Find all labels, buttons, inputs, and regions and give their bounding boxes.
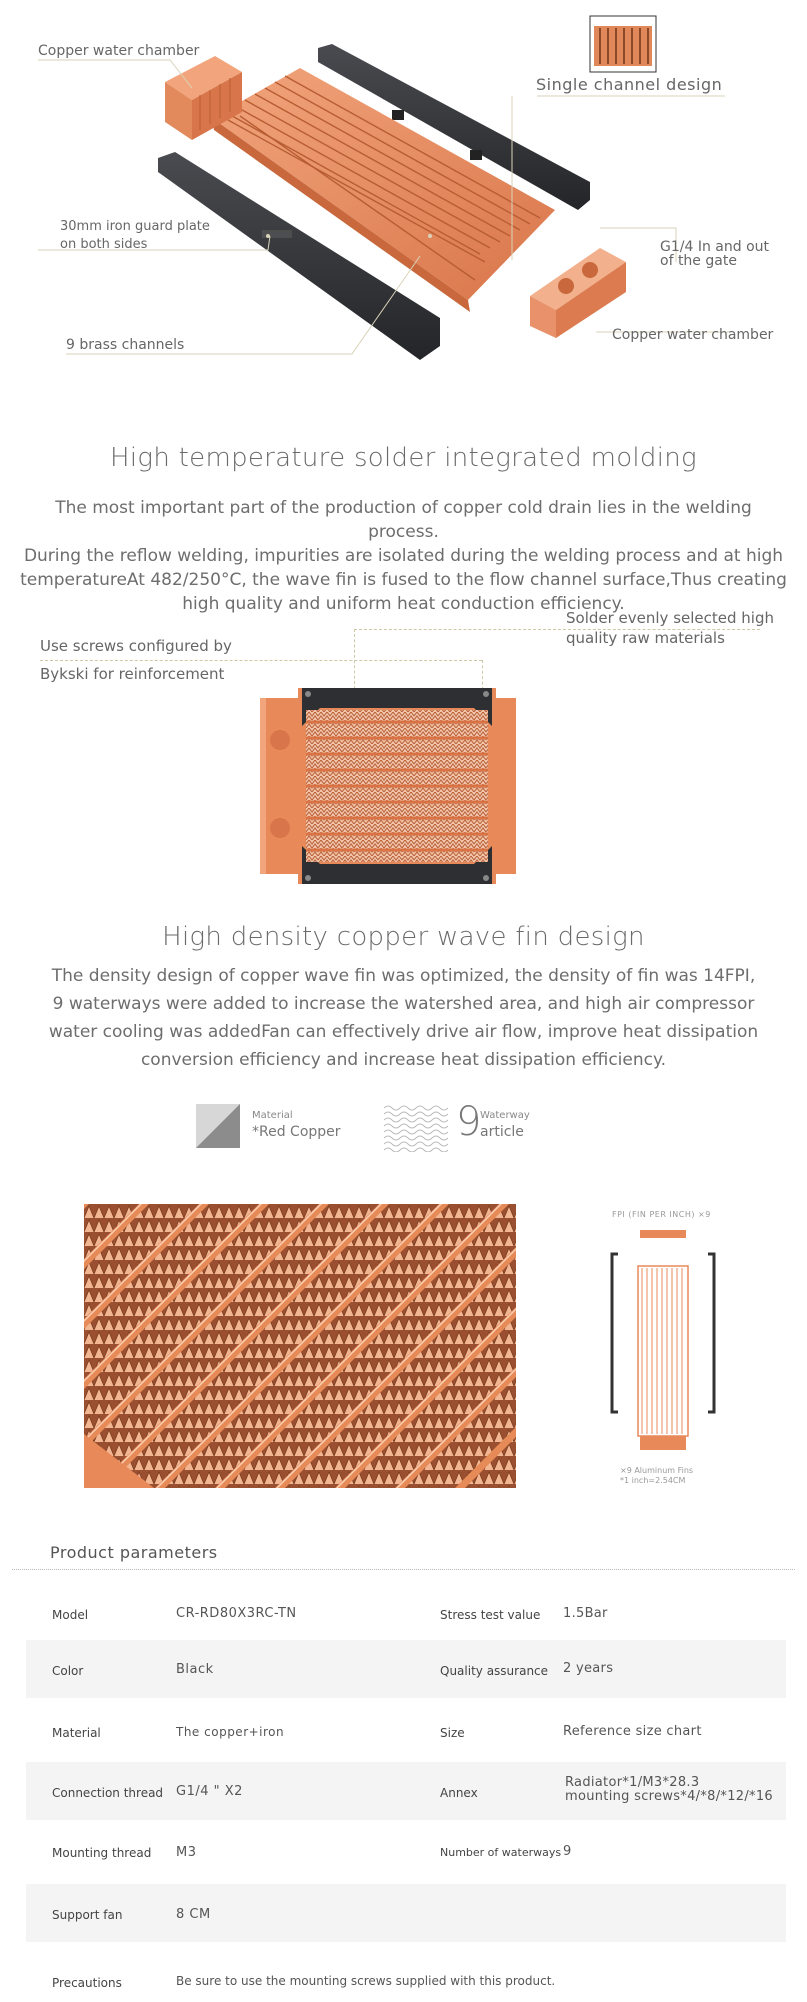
param-label-support-fan: Support fan [52,1908,123,1922]
solder-section-body [20,496,787,616]
fin-section-title: High density copper wave fin design [162,922,645,952]
param-value-model: CR-RD80X3RC-TN [176,1606,297,1621]
param-label-color: Color [52,1664,84,1678]
param-value-waterways: 9 [563,1844,572,1859]
copper-fin-closeup-image [84,1204,516,1488]
callout-solder-line2: quality raw materials [566,629,725,647]
guide-line-screws-drop [482,660,483,690]
callout-iron-guard-line1: 30mm iron guard plate [60,219,210,234]
material-value: *Red Copper [252,1124,341,1140]
fin-body-line3: water cooling was addedFan can effectively drive air flow, improve heat dissipation [48,1022,759,1042]
callout-gate-line2: of the gate [660,253,737,269]
solder-body-line4: high quality and uniform heat conduction efficiency. [182,594,625,614]
callout-gate-line1: G1/4 In and out [660,239,769,255]
fins-note-line1: ×9 Aluminum Fins [620,1466,694,1475]
solder-body-line3: temperatureAt 482/250°C, the wave fin is fused to the flow channel surface,Thus creating [20,570,787,590]
param-value-annex-line1: Radiator*1/M3*28.3 [565,1775,700,1790]
fins-note [620,1466,693,1486]
param-label-connection-thread: Connection thread [52,1786,164,1800]
param-value-mounting-thread: M3 [176,1845,197,1860]
callout-copper-chamber-left: Copper water chamber [38,43,200,59]
param-value-annex-line2: mounting screws*4/*8/*12/*16 [565,1789,773,1804]
guide-line-screws [40,660,482,661]
callout-screws-line2: Bykski for reinforcement [40,665,225,683]
fin-body-line2: 9 waterways were added to increase the watershed area, and high air compressor [52,994,755,1014]
solder-body-line2: During the reflow welding, impurities are isolated during the welding process and at high [23,546,784,566]
fin-body-line4: conversion efficiency and increase heat dissipation efficiency. [140,1050,667,1070]
param-value-stress-test: 1.5Bar [563,1606,608,1621]
radiator-front-illustration [258,688,518,888]
params-title: Product parameters [50,1543,218,1562]
solder-section-title: High temperature solder integrated molding [110,443,697,473]
param-value-material: The copper+iron [176,1725,285,1739]
waterway-wave-icon [384,1104,448,1152]
param-label-stress-test: Stress test value [440,1608,541,1622]
fins-note-line2: *1 inch=2.54CM [620,1476,686,1485]
param-label-quality: Quality assurance [440,1664,549,1678]
param-value-size: Reference size chart [563,1724,702,1739]
callout-solder [566,608,774,648]
callout-copper-chamber-right: Copper water chamber [612,327,774,343]
callout-iron-guard [60,218,210,254]
material-swatch-icon [196,1104,240,1148]
param-value-quality: 2 years [563,1661,614,1676]
waterway-small-label: Waterway [480,1110,530,1121]
waterway-number: 9 [456,1099,482,1145]
callout-single-channel: Single channel design [536,75,723,94]
guide-line-solder-drop [354,629,355,689]
radiator-side-view-diagram [606,1226,726,1458]
callout-solder-line1: Solder evenly selected high [566,609,774,627]
callout-screws-line1: Use screws configured by [40,637,232,655]
fin-section-body [20,962,787,1074]
param-label-waterways: Number of waterways [440,1846,562,1859]
callout-iron-guard-line2: on both sides [60,237,148,252]
param-value-connection-thread: G1/4 " X2 [176,1784,243,1799]
fpi-label: FPI (FIN PER INCH) ×9 [612,1210,711,1219]
param-value-color: Black [176,1662,214,1677]
solder-body-line1: The most important part of the production of copper cold drain lies in the welding process. [55,498,752,542]
param-label-annex: Annex [440,1786,478,1800]
param-label-model: Model [52,1608,89,1622]
guide-line-solder [354,629,760,630]
param-label-mounting-thread: Mounting thread [52,1846,152,1860]
param-label-material: Material [52,1726,101,1740]
param-value-support-fan: 8 CM [176,1907,211,1922]
exploded-diagram [0,0,807,380]
param-value-precautions: Be sure to use the mounting screws supplied with this product. [176,1974,556,1988]
fin-body-line1: The density design of copper wave fin was optimized, the density of fin was 14FPI, [51,966,756,986]
param-label-precautions: Precautions [52,1976,122,1990]
params-title-divider [12,1569,795,1570]
param-value-annex [565,1776,773,1804]
param-label-size: Size [440,1726,465,1740]
params-row-bg-6 [26,1884,786,1942]
params-row-bg-2 [26,1640,786,1698]
callout-brass-channels: 9 brass channels [66,337,185,353]
callout-gate [660,238,769,270]
material-small-label: Material [252,1110,293,1121]
waterway-value: article [480,1124,524,1140]
